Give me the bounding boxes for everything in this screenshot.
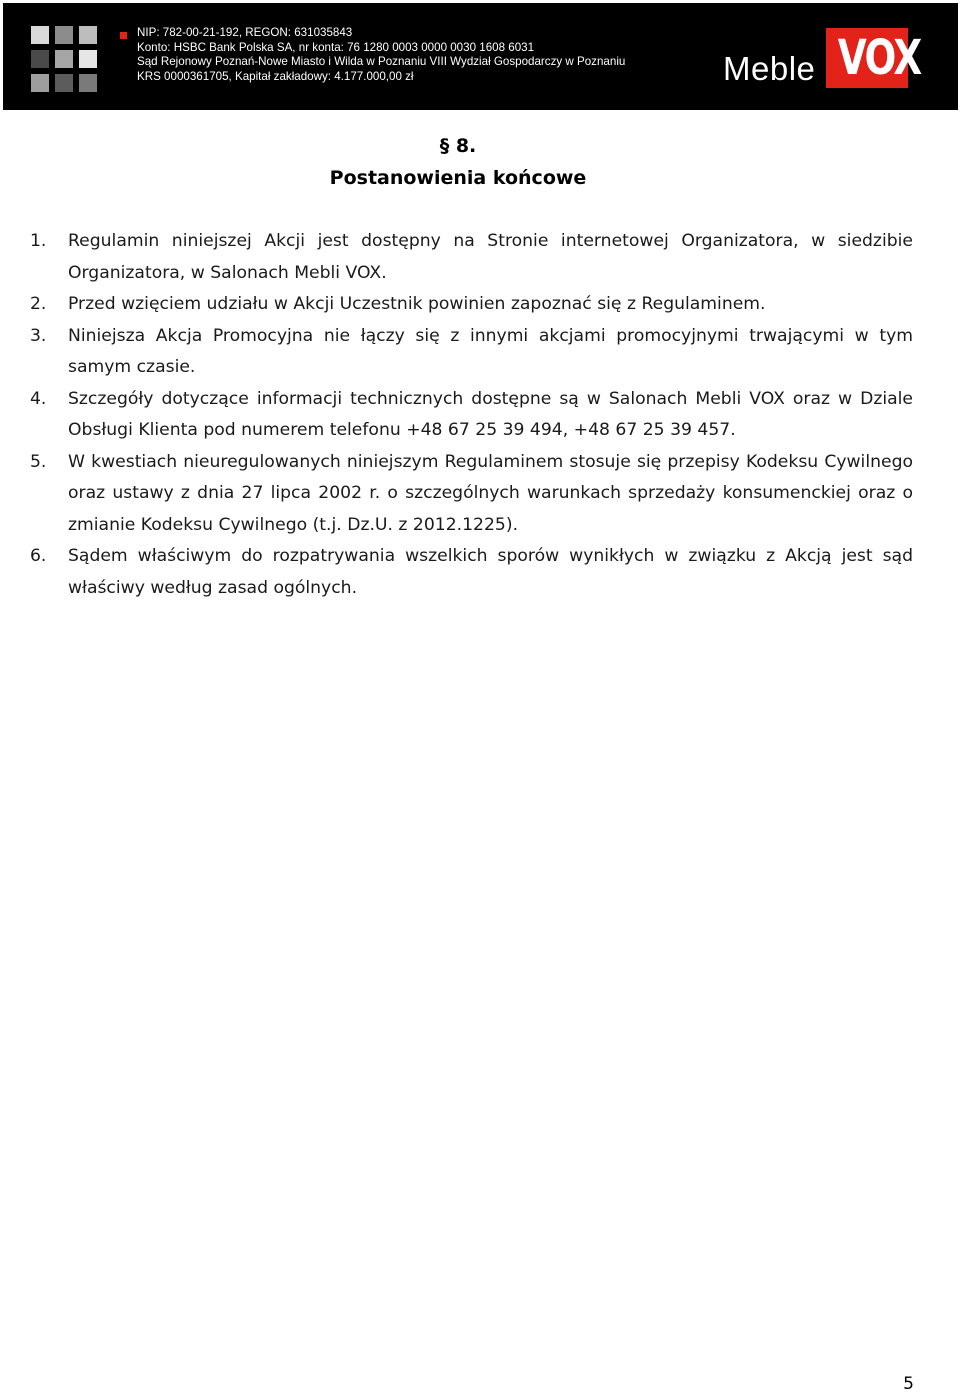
item-number: 1. [30, 231, 47, 251]
item-number: 5. [30, 451, 47, 472]
item-text: Sądem właściwym do rozpatrywania wszelkich sporów wynikłych w związku z Akcją jest sąd właściwy według zasad ogólnych. [68, 546, 913, 598]
red-square-icon [120, 32, 127, 39]
item-text: W kwestiach nieuregulowanych niniejszym Regulaminem stosuje się przepisy Kodeksu Cywilnego oraz ustawy z dnia 27 lipca 2002 r. o szczególnych warunkach sprzedaży konsumenckiej oraz o zmianie Kodeksu Cywilnego (t.j. Dz.U. z 2012.1225). [68, 451, 913, 535]
item-number: 4. [30, 388, 47, 409]
section-title: Postanowienia końcowe [329, 167, 587, 189]
item-text: Regulamin niniejszej Akcji jest dostępny na Stronie internetowej Organizatora, w siedzibie Organizatora, w Salonach Mebli VOX. [68, 231, 913, 283]
logo-vox [826, 28, 921, 88]
item-text: Szczegóły dotyczące informacji technicznych dostępne są w Salonach Mebli VOX oraz w Dziale Obsługi Klienta pod numerem telefonu +48 67 25 39 494, +48 67 25 39 457. [68, 388, 913, 440]
list-item [30, 226, 913, 289]
list-item [30, 541, 913, 604]
logo-squares-icon [31, 26, 103, 98]
item-text: Niniejsza Akcja Promocyjna nie łączy się z innymi akcjami promocyjnymi trwającymi w tym samym czasie. [68, 325, 913, 377]
item-number: 2. [30, 294, 47, 314]
item-number: 3. [30, 325, 47, 346]
company-info [137, 26, 697, 84]
provisions-list [30, 226, 913, 604]
logo-meble-text: Meble [723, 50, 816, 87]
company-info-line: NIP: 782-00-21-192, REGON: 631035843 [137, 26, 353, 39]
list-item [30, 321, 913, 384]
item-number: 6. [30, 546, 47, 566]
company-info-line: KRS 0000361705, Kapitał zakładowy: 4.177.000,00 zł [137, 69, 414, 83]
company-info-line: Konto: HSBC Bank Polska SA, nr konta: 76 1280 0003 0000 0030 1608 6031 [137, 40, 535, 54]
logo-vox-text: VOX [837, 30, 921, 86]
list-item [30, 447, 913, 542]
list-item [30, 384, 913, 447]
letterhead-bar [3, 3, 958, 110]
item-text: Przed wzięciem udziału w Akcji Uczestnik powinien zapoznać się z Regulaminem. [68, 294, 766, 314]
section-number: § 8. [439, 135, 477, 157]
page-number: 5 [903, 1374, 914, 1394]
list-item [30, 289, 913, 321]
company-info-line: Sąd Rejonowy Poznań-Nowe Miasto i Wilda w Poznaniu VIII Wydział Gospodarczy w Poznaniu [137, 55, 626, 69]
